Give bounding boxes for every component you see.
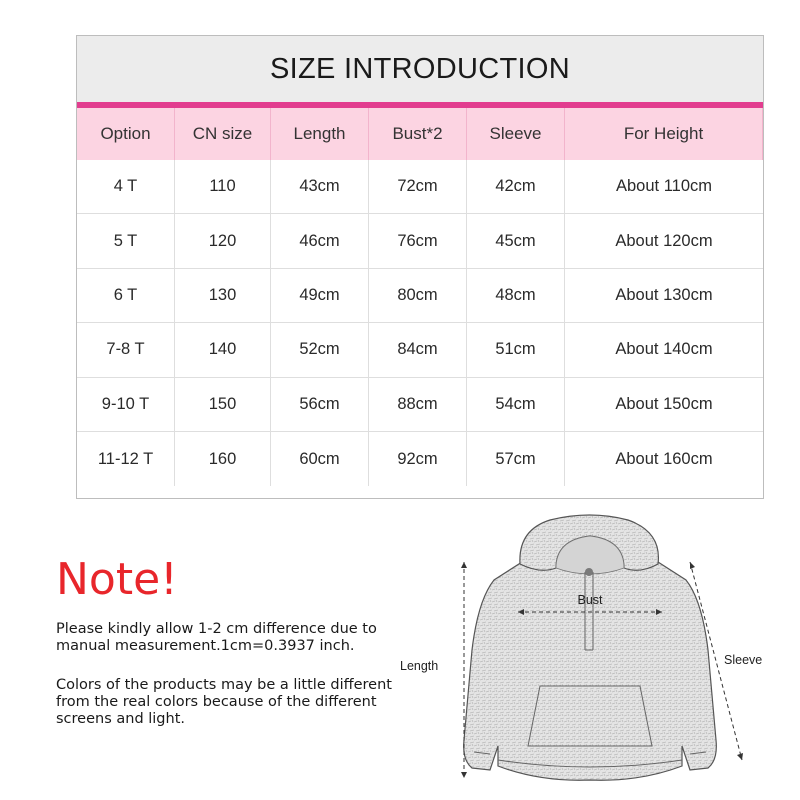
length-label: Length [400,659,439,673]
cell-length: 46cm [271,214,369,267]
header-for-height: For Height [565,108,763,160]
header-cn-size: CN size [175,108,271,160]
cell-option: 9-10 T [77,378,175,431]
bust-label: Bust [577,593,603,607]
cell-for-height: About 110cm [615,177,712,196]
cell-length: 43cm [271,160,369,213]
hoodie-illustration [390,510,790,800]
cell-cn-size: 130 [175,269,271,322]
cell-length: 56cm [271,378,369,431]
cell-bust: 76cm [369,214,467,267]
cell-cn-size: 110 [175,160,271,213]
table-row [77,323,763,377]
cell-option: 5 T [77,214,175,267]
table-row [77,160,763,214]
cell-for-height: About 140cm [615,340,713,359]
cell-sleeve: 45cm [467,214,565,267]
cell-bust: 72cm [369,160,467,213]
cell-sleeve: 54cm [467,378,565,431]
cell-cn-size: 160 [175,432,271,486]
table-header-row [77,108,763,160]
cell-bust: 88cm [369,378,467,431]
zipper-pull [585,568,593,576]
cell-option: 7-8 T [77,323,175,376]
note-heading: Note! [56,554,178,605]
cell-cn-size: 120 [175,214,271,267]
note-measurement-text: Please kindly allow 1-2 cm difference due to manual measurement.1cm=0.3937 inch. [56,621,377,654]
cell-option: 4 T [77,160,175,213]
cell-for-height: About 150cm [615,394,713,413]
header-bust: Bust*2 [369,108,467,160]
table-row [77,269,763,323]
table-row [77,432,763,486]
cell-bust: 84cm [369,323,467,376]
cell-length: 52cm [271,323,369,376]
hoodie-body [464,548,717,780]
table-row [77,214,763,268]
cell-option: 11-12 T [77,432,175,486]
cell-sleeve: 48cm [467,269,565,322]
header-length: Length [271,108,369,160]
cell-cn-size: 150 [175,378,271,431]
cell-option: 6 T [77,269,175,322]
cell-sleeve: 51cm [467,323,565,376]
cell-sleeve: 57cm [467,432,565,486]
header-sleeve: Sleeve [467,108,565,160]
cell-for-height: About 160cm [615,449,713,468]
size-table [76,35,764,499]
hoodie-diagram [390,510,790,800]
table-title: SIZE INTRODUCTION [77,36,763,102]
cell-for-height: About 120cm [615,231,713,250]
cell-length: 60cm [271,432,369,486]
sleeve-label: Sleeve [724,653,763,667]
note-color-text: Colors of the products may be a little different from the real colors because of the different screens and light. [56,677,392,727]
cell-cn-size: 140 [175,323,271,376]
cell-bust: 80cm [369,269,467,322]
table-row [77,378,763,432]
header-option: Option [77,108,175,160]
cell-sleeve: 42cm [467,160,565,213]
cell-for-height: About 130cm [615,285,713,304]
cell-length: 49cm [271,269,369,322]
cell-bust: 92cm [369,432,467,486]
